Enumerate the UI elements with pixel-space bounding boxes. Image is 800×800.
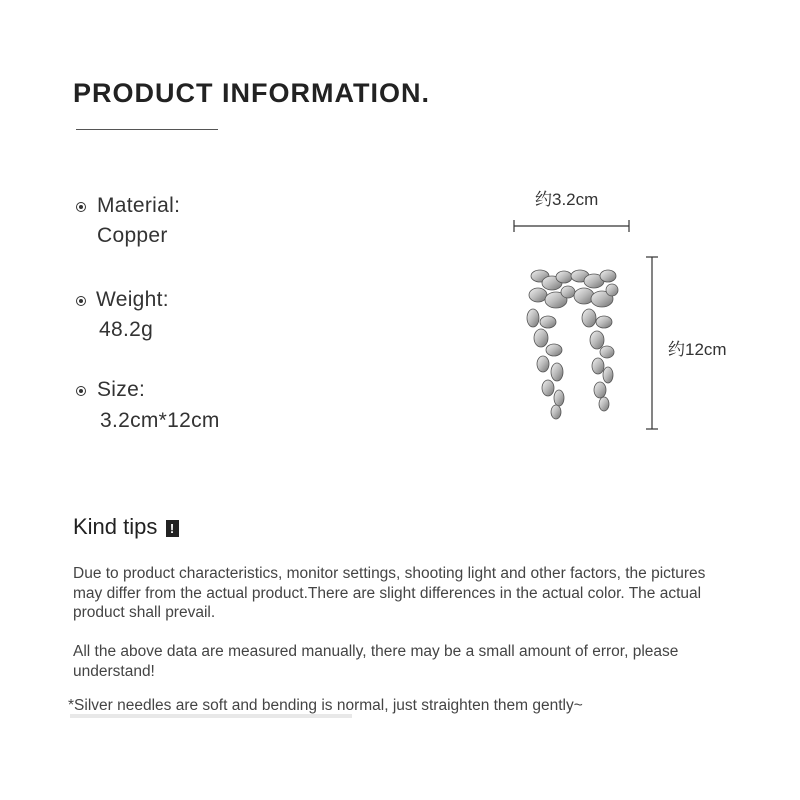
spec-value: Copper xyxy=(97,224,168,247)
tips-paragraph-1: Due to product characteristics, monitor settings, shooting light and other factors, the pictures may differ from the actual product.There are slight differences in the actual color. The actual product shall prevail. xyxy=(73,565,706,621)
title-divider xyxy=(76,129,218,130)
kind-tips-heading xyxy=(73,514,179,540)
spec-value: 3.2cm*12cm xyxy=(100,409,220,432)
width-dimension-label: 约3.2cm xyxy=(535,190,599,209)
spec-value: 48.2g xyxy=(99,318,154,341)
bullet-icon xyxy=(76,386,86,396)
tips-paragraph-2: All the above data are measured manually, there may be a small amount of error, please understand! xyxy=(73,643,679,680)
height-dimension-line xyxy=(646,257,658,429)
right-earring xyxy=(571,270,618,411)
exclamation-icon: ! xyxy=(166,520,179,537)
bullet-icon xyxy=(76,296,86,306)
width-dimension-line xyxy=(514,220,629,232)
tips-note: *Silver needles are soft and bending is normal, just straighten them gently~ xyxy=(68,697,583,714)
spec-label: Size: xyxy=(97,378,146,401)
spec-label: Material: xyxy=(97,194,181,217)
spec-label: Weight: xyxy=(96,288,169,311)
bullet-icon xyxy=(76,202,86,212)
left-earring xyxy=(527,270,575,419)
height-dimension-label: 约12cm xyxy=(668,340,727,359)
kind-tips-title: Kind tips xyxy=(73,514,158,539)
page-title: PRODUCT INFORMATION. xyxy=(73,78,430,108)
